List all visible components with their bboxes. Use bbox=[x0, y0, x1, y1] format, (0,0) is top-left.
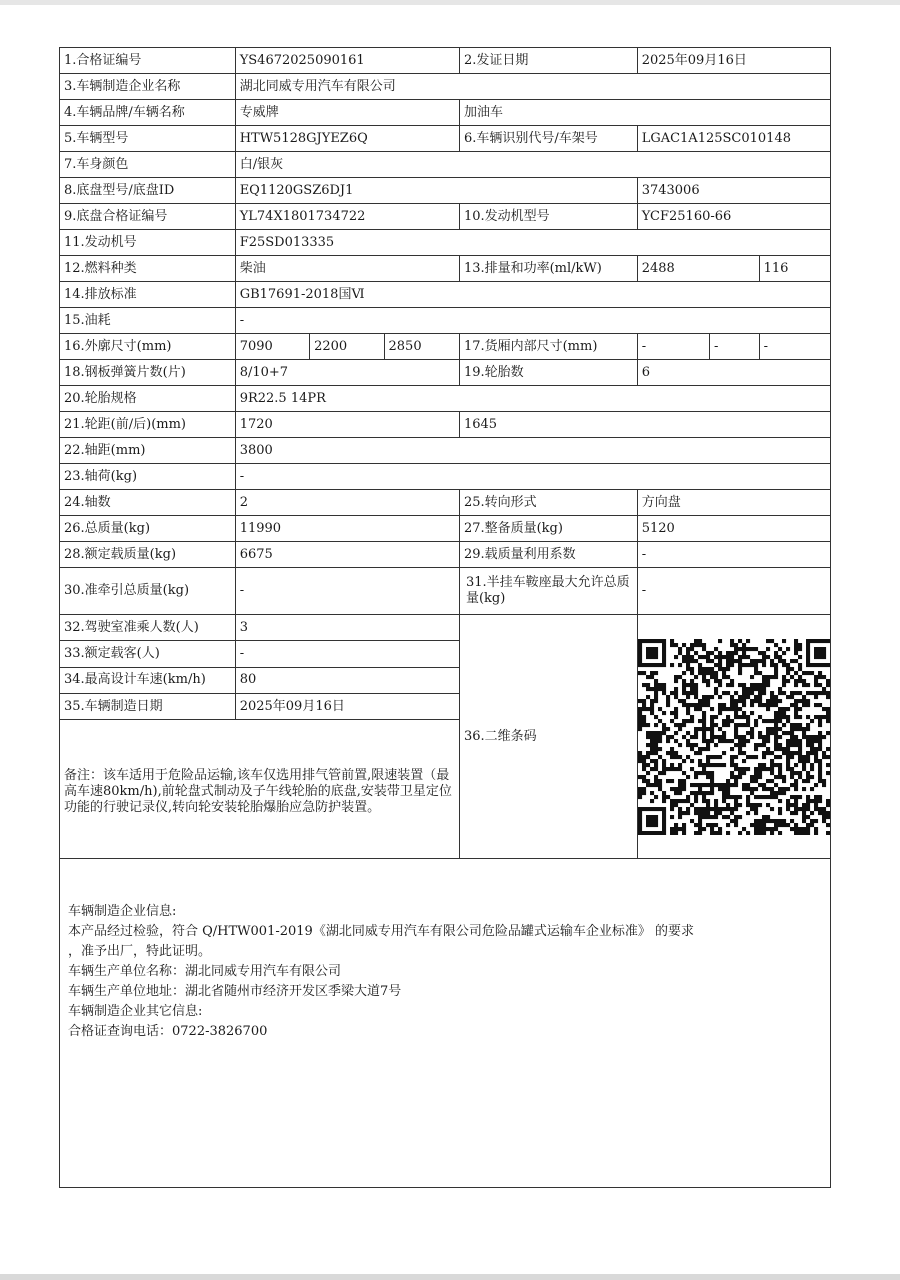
field-label: 14.排放标准 bbox=[60, 282, 236, 308]
fuel-consumption: - bbox=[235, 308, 830, 334]
chassis-cert-number: YL74X1801734722 bbox=[235, 204, 459, 230]
field-label: 4.车辆品牌/车辆名称 bbox=[60, 100, 236, 126]
table-row bbox=[60, 126, 831, 152]
table-row bbox=[60, 516, 831, 542]
emission-standard: GB17691-2018国Ⅵ bbox=[235, 282, 830, 308]
vehicle-brand: 专威牌 bbox=[235, 100, 459, 126]
table-row bbox=[60, 308, 831, 334]
displacement: 2488 bbox=[637, 256, 759, 282]
table-row bbox=[60, 412, 831, 438]
field-label: 6.车辆识别代号/车架号 bbox=[459, 126, 637, 152]
table-row bbox=[60, 464, 831, 490]
table-row bbox=[60, 282, 831, 308]
certificate-number: YS4672025090161 bbox=[235, 48, 459, 74]
table-row bbox=[60, 48, 831, 74]
table-row bbox=[60, 386, 831, 412]
rated-passengers: - bbox=[235, 641, 459, 667]
field-label: 26.总质量(kg) bbox=[60, 516, 236, 542]
vehicle-name: 加油车 bbox=[459, 100, 830, 126]
body-color: 白/银灰 bbox=[235, 152, 830, 178]
steering-type: 方向盘 bbox=[637, 490, 830, 516]
field-label: 1.合格证编号 bbox=[60, 48, 236, 74]
field-label: 30.准牵引总质量(kg) bbox=[60, 568, 236, 615]
max-speed: 80 bbox=[235, 667, 459, 693]
leaf-spring-count: 8/10+7 bbox=[235, 360, 459, 386]
overall-height: 2850 bbox=[384, 334, 459, 360]
fuel-type: 柴油 bbox=[235, 256, 459, 282]
field-label: 33.额定载客(人) bbox=[60, 641, 236, 667]
vin: LGAC1A125SC010148 bbox=[637, 126, 830, 152]
engine-model: YCF25160-66 bbox=[637, 204, 830, 230]
table-row bbox=[60, 360, 831, 386]
info-line: 车辆生产单位名称：湖北同威专用汽车有限公司 bbox=[68, 964, 342, 979]
table-row bbox=[60, 100, 831, 126]
overall-length: 7090 bbox=[235, 334, 309, 360]
axle-count: 2 bbox=[235, 490, 459, 516]
table-row bbox=[60, 568, 831, 615]
issue-date: 2025年09月16日 bbox=[637, 48, 830, 74]
table-row bbox=[60, 615, 831, 641]
table-row bbox=[60, 542, 831, 568]
field-label: 18.钢板弹簧片数(片) bbox=[60, 360, 236, 386]
towing-mass: - bbox=[235, 568, 459, 615]
manufacture-date: 2025年09月16日 bbox=[235, 693, 459, 719]
load-utilization: - bbox=[637, 542, 830, 568]
cargo-length: - bbox=[637, 334, 709, 360]
field-label: 13.排量和功率(ml/kW) bbox=[459, 256, 637, 282]
field-label: 25.转向形式 bbox=[459, 490, 637, 516]
field-label: 23.轴荷(kg) bbox=[60, 464, 236, 490]
bottom-edge bbox=[0, 1274, 900, 1280]
curb-mass: 5120 bbox=[637, 516, 830, 542]
field-label: 15.油耗 bbox=[60, 308, 236, 334]
field-label: 24.轴数 bbox=[60, 490, 236, 516]
info-line: 本产品经过检验，符合 Q/HTW001-2019《湖北同威专用汽车有限公司危险品罐式运输车企业标准》 的要求 ，准予出厂，特此证明。 bbox=[68, 924, 694, 959]
field-label: 22.轴距(mm) bbox=[60, 438, 236, 464]
top-edge bbox=[0, 0, 900, 5]
field-label: 17.货厢内部尺寸(mm) bbox=[459, 334, 637, 360]
field-label: 20.轮胎规格 bbox=[60, 386, 236, 412]
qr-code bbox=[638, 639, 831, 835]
table-row bbox=[60, 204, 831, 230]
table-row bbox=[60, 152, 831, 178]
vehicle-model: HTW5128GJYEZ6Q bbox=[235, 126, 459, 152]
rated-load: 6675 bbox=[235, 542, 459, 568]
field-label: 34.最高设计车速(km/h) bbox=[60, 667, 236, 693]
table-row bbox=[60, 230, 831, 256]
info-line: 合格证查询电话：0722-3826700 bbox=[68, 1024, 268, 1039]
cab-capacity: 3 bbox=[235, 615, 459, 641]
gross-mass: 11990 bbox=[235, 516, 459, 542]
cargo-width: - bbox=[710, 334, 760, 360]
saddle-mass: - bbox=[637, 568, 830, 615]
field-label: 19.轮胎数 bbox=[459, 360, 637, 386]
front-track: 1720 bbox=[235, 412, 459, 438]
field-label: 35.车辆制造日期 bbox=[60, 693, 236, 719]
field-label: 31.半挂车鞍座最大允许总质量(kg) bbox=[459, 568, 637, 615]
wheelbase: 3800 bbox=[235, 438, 830, 464]
field-label: 9.底盘合格证编号 bbox=[60, 204, 236, 230]
table-row bbox=[60, 178, 831, 204]
qr-label: 36.二维条码 bbox=[459, 615, 637, 859]
field-label: 7.车身颜色 bbox=[60, 152, 236, 178]
chassis-model: EQ1120GSZ6DJ1 bbox=[235, 178, 637, 204]
table-row bbox=[60, 490, 831, 516]
certificate-table bbox=[59, 47, 831, 859]
field-label: 28.额定载质量(kg) bbox=[60, 542, 236, 568]
table-row bbox=[60, 334, 831, 360]
field-label: 21.轮距(前/后)(mm) bbox=[60, 412, 236, 438]
info-heading: 车辆制造企业信息: bbox=[68, 904, 177, 919]
field-label: 32.驾驶室准乘人数(人) bbox=[60, 615, 236, 641]
info-line: 车辆生产单位地址：湖北省随州市经济开发区季梁大道7号 bbox=[68, 984, 402, 999]
field-label: 5.车辆型号 bbox=[60, 126, 236, 152]
table-row bbox=[60, 256, 831, 282]
field-label: 2.发证日期 bbox=[459, 48, 637, 74]
chassis-id: 3743006 bbox=[637, 178, 830, 204]
field-label: 10.发动机型号 bbox=[459, 204, 637, 230]
table-row bbox=[60, 74, 831, 100]
rear-track: 1645 bbox=[459, 412, 830, 438]
axle-load: - bbox=[235, 464, 830, 490]
power: 116 bbox=[759, 256, 830, 282]
qr-cell bbox=[637, 615, 830, 859]
cargo-height: - bbox=[759, 334, 830, 360]
field-label: 29.载质量利用系数 bbox=[459, 542, 637, 568]
manufacturer-info bbox=[68, 902, 824, 1042]
tire-spec: 9R22.5 14PR bbox=[235, 386, 830, 412]
field-label: 16.外廓尺寸(mm) bbox=[60, 334, 236, 360]
info-line: 车辆制造企业其它信息: bbox=[68, 1004, 203, 1019]
manufacturer-name: 湖北同威专用汽车有限公司 bbox=[235, 74, 830, 100]
field-label: 12.燃料种类 bbox=[60, 256, 236, 282]
field-label: 27.整备质量(kg) bbox=[459, 516, 637, 542]
remark: 备注：该车适用于危险品运输,该车仅选用排气管前置,限速装置（最高车速80km/h),前轮盘式制动及子午线轮胎的底盘,安装带卫星定位功能的行驶记录仪,转向轮安装轮胎爆胎应急防护装置。 bbox=[60, 720, 460, 859]
field-label: 11.发动机号 bbox=[60, 230, 236, 256]
field-label: 3.车辆制造企业名称 bbox=[60, 74, 236, 100]
engine-number: F25SD013335 bbox=[235, 230, 830, 256]
field-label: 8.底盘型号/底盘ID bbox=[60, 178, 236, 204]
tire-count: 6 bbox=[637, 360, 830, 386]
table-row bbox=[60, 438, 831, 464]
overall-width: 2200 bbox=[310, 334, 384, 360]
